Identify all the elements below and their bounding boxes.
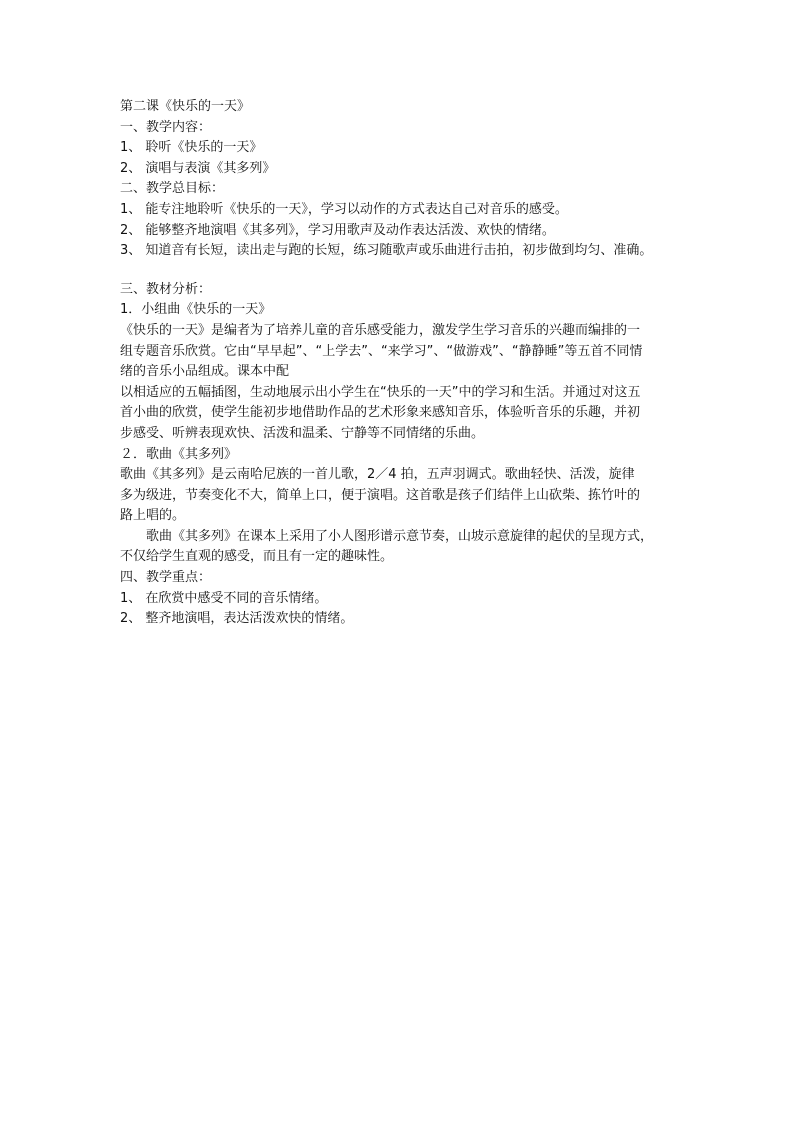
paragraph-line: 多为级进，节奏变化不大，简单上口，便于演唱。这首歌是孩子们结伴上山砍柴、拣竹叶的 xyxy=(120,487,641,503)
blank-line xyxy=(120,262,680,280)
paragraph-line: 组专题音乐欣赏。它由“早早起”、“上学去”、“来学习”、“做游戏”、“静静睡”等五首不同情 xyxy=(120,343,643,359)
paragraph-line: 歌曲《其多列》是云南哈尼族的一首儿歌，2／4 拍，五声羽调式。歌曲轻快、活泼，旋律 xyxy=(120,467,635,483)
content-item: 2、 演唱与表演《其多列》 xyxy=(120,160,276,176)
paragraph-line: 路上唱的。 xyxy=(120,508,186,524)
paragraph-line: 《快乐的一天》是编者为了培养儿童的音乐感受能力，激发学生学习音乐的兴趣而编排的一 xyxy=(120,322,641,338)
paragraph-line: 绪的音乐小品组成。课本中配 xyxy=(120,364,290,380)
paragraph-line: 以相适应的五幅插图，生动地展示出小学生在“快乐的一天”中的学习和生活。并通过对这五 xyxy=(120,384,641,400)
paragraph-line: 歌曲《其多列》在课本上采用了小人图形谱示意节奏，山坡示意旋律的起伏的呈现方式， xyxy=(146,528,654,544)
section-heading-analysis: 三、教材分析： xyxy=(120,281,212,297)
section-heading-content: 一、教学内容： xyxy=(120,119,212,135)
goal-item: 2、 能够整齐地演唱《其多列》，学习用歌声及动作表达活泼、欢快的情绪。 xyxy=(120,222,555,238)
paragraph-line: 步感受、听辨表现欢快、活泼和温柔、宁静等不同情绪的乐曲。 xyxy=(120,425,485,441)
document-title: 第二课《快乐的一天》 xyxy=(120,99,251,114)
focus-item: 2、 整齐地演唱，表达活泼欢快的情绪。 xyxy=(120,611,354,627)
section-heading-focus: 四、教学重点： xyxy=(120,570,212,586)
paragraph-line: 不仅给学生直观的感受，而且有一定的趣味性。 xyxy=(120,549,394,565)
section-heading-goals: 二、教学总目标： xyxy=(120,181,225,197)
paragraph-line: 首小曲的欣赏，使学生能初步地借助作品的艺术形象来感知音乐，体验听音乐的乐趣，并初 xyxy=(120,405,641,421)
content-item: 1、 聆听《快乐的一天》 xyxy=(120,140,263,156)
subheading-suite: 1．小组曲《快乐的一天》 xyxy=(120,302,272,318)
goal-item: 3、 知道音有长短，读出走与跑的长短，练习随歌声或乐曲进行击拍，初步做到均匀、准确。 xyxy=(120,243,653,259)
goal-item: 1、 能专注地聆听《快乐的一天》，学习以动作的方式表达自己对音乐的感受。 xyxy=(120,201,568,217)
document-page xyxy=(120,97,680,630)
focus-item: 1、 在欣赏中感受不同的音乐情绪。 xyxy=(120,590,328,606)
subheading-song: ２．歌曲《其多列》 xyxy=(120,446,238,462)
